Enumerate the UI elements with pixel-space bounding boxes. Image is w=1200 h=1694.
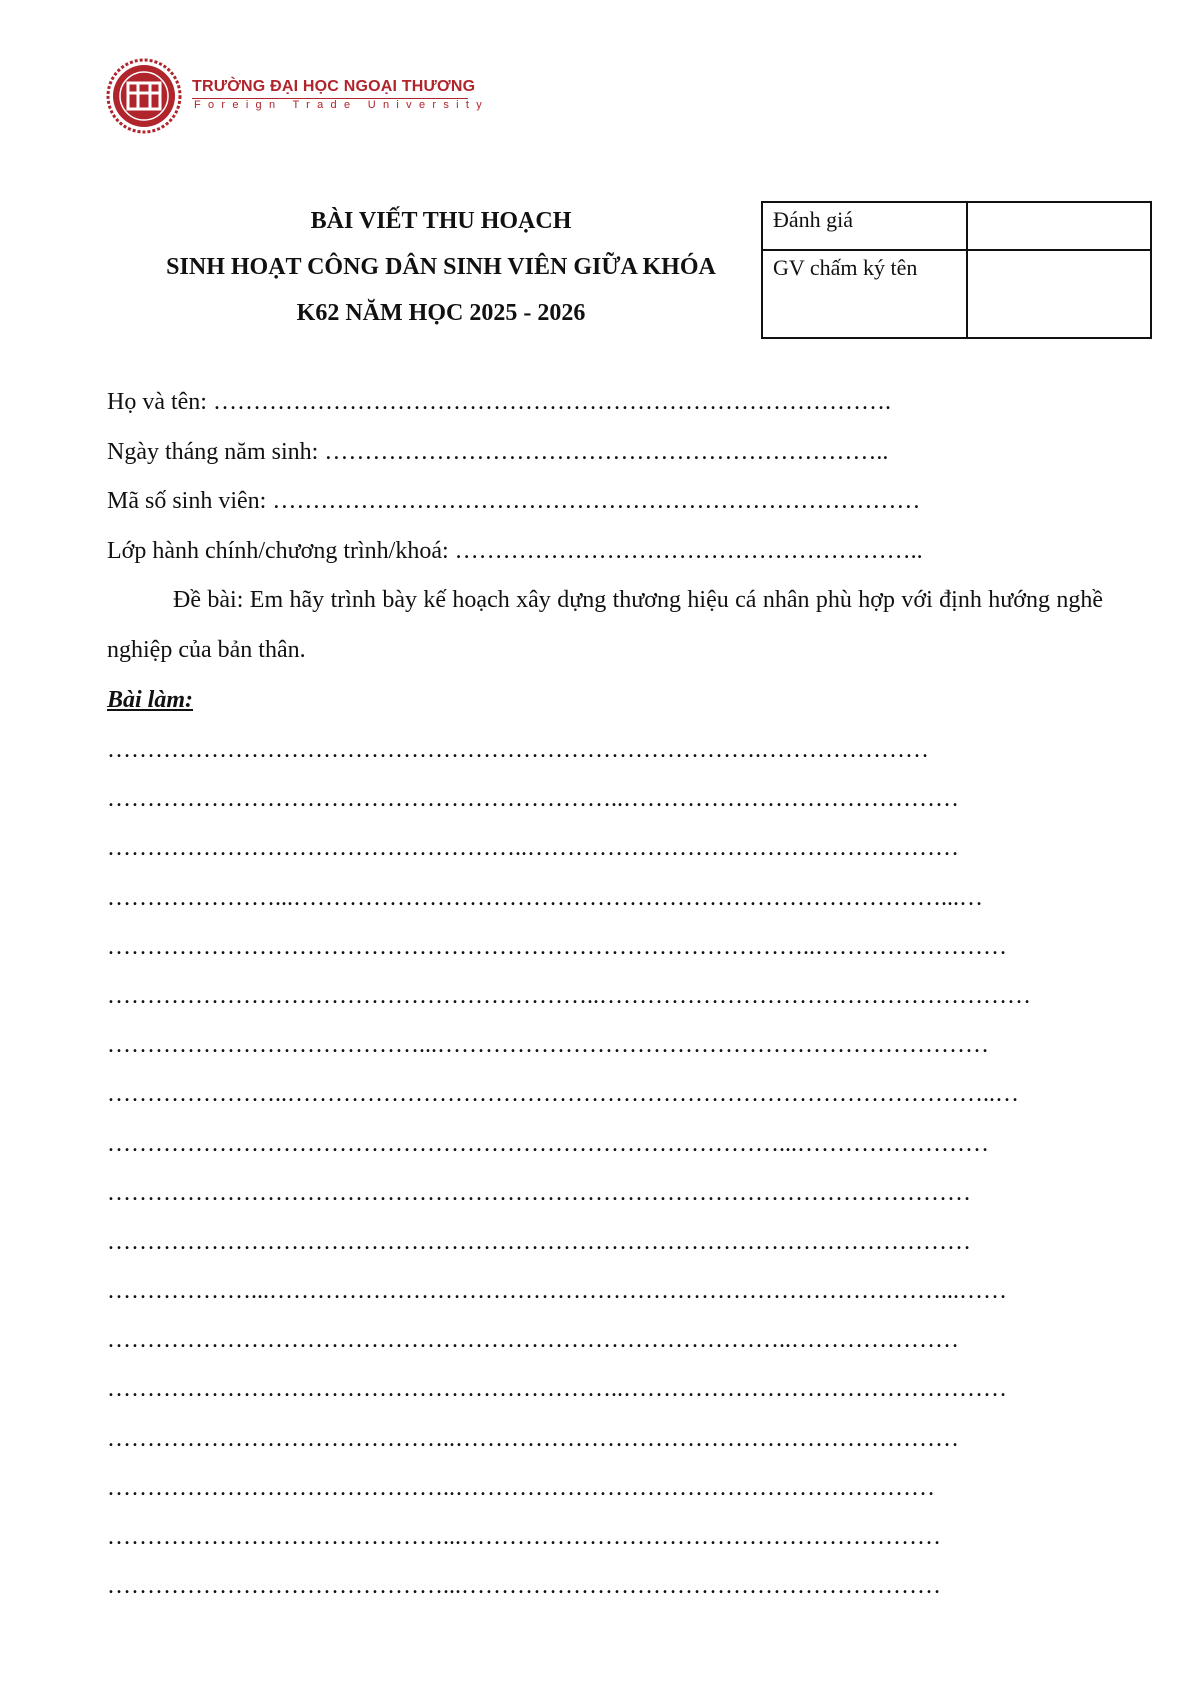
answer-line[interactable]: ……………………………………..……………………………………………………	[107, 1474, 935, 1501]
university-logo	[106, 58, 490, 134]
university-subtitle: Foreign Trade University	[194, 99, 490, 111]
answer-line[interactable]: …………………………………………………………………………...……………………	[107, 1130, 989, 1157]
grade-row	[762, 202, 1151, 250]
answer-line[interactable]: ………………………………………………………………………………………………	[107, 1228, 971, 1255]
full-name-field[interactable]	[107, 378, 1107, 428]
answer-line[interactable]: …………………………………………………………………………..…………………	[107, 1327, 959, 1354]
field-dots[interactable]: ………………………………………………………………………….	[212, 389, 891, 415]
field-dots[interactable]: …………………………………………………..	[454, 537, 923, 564]
signature-value-cell[interactable]	[967, 250, 1151, 338]
title-line-3: K62 NĂM HỌC 2025 - 2026	[296, 300, 586, 326]
ftu-seal-icon	[106, 58, 182, 134]
title-line-1: BÀI VIẾT THU HOẠCH	[310, 208, 572, 234]
field-label: Mã số sinh viên:	[107, 488, 273, 514]
grade-value-cell[interactable]	[967, 202, 1151, 250]
student-info	[107, 378, 1107, 576]
answer-area[interactable]	[107, 726, 1107, 1611]
signature-row	[762, 250, 1151, 338]
class-program-field[interactable]	[107, 527, 1107, 577]
field-dots[interactable]: ……………………………………………………………..	[324, 438, 889, 465]
birth-date-field[interactable]	[107, 428, 1107, 478]
field-label: Lớp hành chính/chương trình/khoá:	[107, 537, 455, 564]
answer-line[interactable]: …………………...………………………………………………………………………...…	[107, 884, 983, 911]
university-name: TRƯỜNG ĐẠI HỌC NGOẠI THƯƠNG	[192, 78, 476, 95]
answer-line[interactable]: ……………………………………..………………………………………………………	[107, 1425, 959, 1452]
answer-line[interactable]: ……………………………………………………..………………………………………………	[107, 982, 1031, 1009]
answer-line[interactable]: ………………………………………………………………………………………………	[107, 1179, 971, 1206]
answer-line[interactable]: ……………………………………………..………………………………………………	[107, 835, 959, 862]
grade-label: Đánh giá	[762, 202, 967, 250]
answer-line[interactable]: ………………………………………………………..……………………………………	[107, 786, 959, 813]
answer-heading: Bài làm:	[107, 687, 194, 713]
assignment-prompt: Đề bài: Em hãy trình bày kế hoạch xây dựng thương hiệu cá nhân phù hợp với định hướng nghề nghiệp của bản thân.	[107, 587, 1103, 663]
answer-line[interactable]: ………………...…………………………………………………………………………...……	[107, 1278, 1007, 1305]
signature-label: GV chấm ký tên	[762, 250, 967, 338]
answer-line[interactable]: …………………………………...……………………………………………………………	[107, 1032, 989, 1059]
grade-table	[761, 201, 1152, 339]
title-line-2: SINH HOẠT CÔNG DÂN SINH VIÊN GIỮA KHÓA	[166, 254, 716, 280]
answer-line[interactable]: ……………………………………………………………………….…………………	[107, 737, 929, 763]
answer-line[interactable]: …………………..……………………………………………………………………………..…	[107, 1081, 1019, 1108]
answer-line[interactable]: ……………………………………...……………………………………………………	[107, 1524, 941, 1550]
student-id-field[interactable]	[107, 477, 1107, 527]
document-title	[128, 198, 754, 336]
field-label: Ngày tháng năm sinh:	[107, 438, 325, 465]
answer-line[interactable]: ……………………………………………………………………………..……………………	[107, 933, 1007, 960]
field-label: Họ và tên:	[107, 389, 213, 415]
answer-line[interactable]: ………………………………………………………..…………………………………………	[107, 1376, 1007, 1403]
answer-line[interactable]: ……………………………………...……………………………………………………	[107, 1573, 941, 1600]
field-dots[interactable]: ………………………………………………………………………	[272, 488, 921, 514]
